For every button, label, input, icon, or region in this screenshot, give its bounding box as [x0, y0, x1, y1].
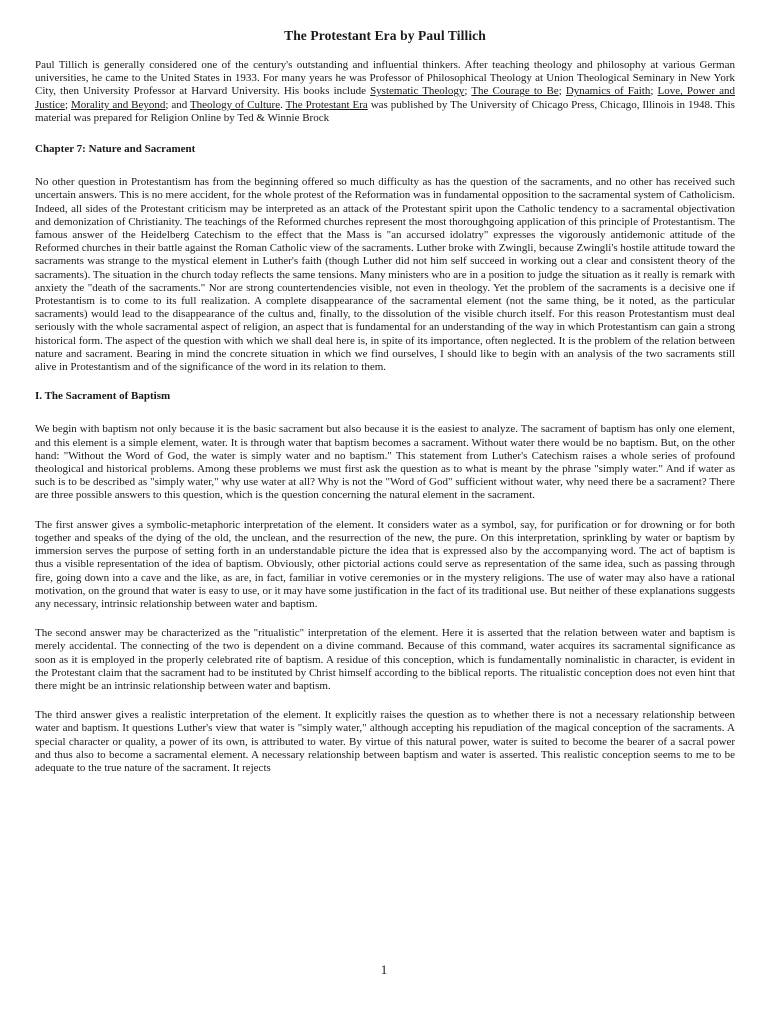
book-link-theology-of-culture: Theology of Culture [189, 98, 281, 111]
book-link-protestant-era: The Protestant Era [285, 98, 368, 111]
body-paragraph: The third answer gives a realistic interpretation of the element. It explicitly raises the question as to whether there is not a necessary relationship between water and baptism. It questions Luther's view that water is "simply water," although accepting his repudiation of the magical conception of the sacraments. A special character or quality, a power of its own, is attributed to water. By virtue of this natural power, water is suited to become the bearer of a sacral power and thus also to become a sacramental element. A necessary relationship between baptism and water is asserted. This realistic conception seems to me to be adequate to the true nature of the sacrament. It rejects [35, 709, 735, 774]
document-title: The Protestant Era by Paul Tillich [284, 28, 486, 43]
intro-text-end: was published by The University of Chicago Press, Chicago, Illinois in 1948. This material was prepared for Religion Online by Ted & Winnie Brock [35, 98, 735, 124]
chapter-heading: Chapter 7: Nature and Sacrament [35, 143, 196, 156]
book-link-systematic-theology: Systematic Theology [370, 85, 465, 98]
book-link-love-power-justice: Love, Power and Justice [35, 85, 735, 111]
book-link-courage-to-be: The Courage to Be [471, 85, 559, 98]
body-paragraph: The first answer gives a symbolic-metaphoric interpretation of the element. It considers water as a symbol, say, for purification or for drowning or for both together and speaks of the dying of the old, the unclean, and the resurrection of the new, the pure. On this interpretation, sprinkling by water or baptism by immersion serves the purpose of setting forth in an understandable picture the idea that is expressed also by the accompanying word. The act of baptism is thus a visible representation of the idea of baptism. Obviously, other pictorial actions could serve as representation of the same idea, such as passing through fire, going down into a cave and the like, as are, in fact, familiar in votive ceremonies or in the mystery religions. The use of water may also have a rational motivation, on the ground that water is easy to use, or it may have some justification in the fact of its traditional use. But neither of these explanations suggests any necessary, intrinsic relationship between water and baptism. [35, 518, 735, 610]
book-link-dynamics-of-faith: Dynamics of Faith [565, 85, 651, 98]
chapter-paragraph: No other question in Protestantism has from the beginning offered so much difficulty as has the question of the sacraments, and no other has received such uncertain answers. This is no mere accident, for the whole protest of the Reformation was in fundamental opposition to the sacramental system of Catholicism. Indeed, all sides of the Protestant criticism may be interpreted as an attack of the Protestant spirit upon the Catholic tendency to a sacramental objectivation and demonization of Christianity. The teachings of the Reformed churches represent the most thoroughgoing application of this principle of Protestantism. The famous answer of the Heidelberg Catechism to the effect that the Mass is "an accursed idolatry" expresses the vigorously antidemonic attitude of the Reformed churches in their battle against the Roman Catholic view of the sacraments. Luther broke with Zwingli, because Zwingli's hostile attitude toward the sacraments was strange to the mystical element in Luther's faith (though Luther did not him self succeed in working out a clear and consistent theory of the sacraments). The situation in the church today reflects the same tensions. Many ministers who are in a position to judge the situation as it really is remark with anxiety the "death of the sacraments." Nor are strong countertendencies visible, not even in theology. Yet the problem of the sacraments is a decisive one if Protestantism is to come to its full realization. A complete disappearance of the sacramental element (not the same thing, be it noted, as the particular sacraments) would lead to the disappearance of the cultus and, finally, to the dissolution of the visible church itself. For this reason Protestantism must deal seriously with the whole sacramental aspect of religion, an aspect that is fundamental for an understanding of the way in which Protestantism can gain a strong historical form. The aspect of the question with which we shall deal here is, in spite of its importance, often neglected. It is the problem of the relation between nature and sacrament. Bearing in mind the concrete situation in which we find ourselves, I should like to begin with an analysis of the two sacraments still alive in Protestantism and of the significance of the word in its relation to them. [35, 176, 735, 374]
intro-text: Paul Tillich is generally considered one of the century's outstanding and influential thinkers. After teaching theology and philosophy at various German universities, he came to the United States in 1933. For many years he was Professor of Philosophical Theology at Union Theological Seminary in New York City, then University Professor at Harvard University. His books include [35, 59, 735, 98]
book-link-morality-and-beyond: Morality and Beyond [70, 98, 166, 111]
intro-paragraph: Paul Tillich is generally considered one of the century's outstanding and influential thinkers. After teaching theology and philosophy at various German universities, he came to the United States in 1933. For many years he was Professor of Philosophical Theology at Union Theological Seminary in New York City, then University Professor at Harvard University. His books include Systematic Theology; The Courage to Be; Dynamics of Faith; Love, Power and Justice; Morality and Beyond; and Theology of Culture. The Protestant Era was published by The University of Chicago Press, Chicago, Illinois in 1948. This material was prepared for Religion Online by Ted & Winnie Brock [35, 59, 735, 124]
body-paragraph: The second answer may be characterized as the "ritualistic" interpretation of the element. Here it is asserted that the relation between water and baptism is merely accidental. The connecting of the two is dependent on a divine command. Because of this command, water acquires its sacramental significance as soon as it is employed in the properly celebrated rite of baptism. A residue of this conception, which is fundamentally nominalistic in character, is evident in the Protestant claim that the sacrament had to be instituted by Christ himself according to the biblical reports. The ritualistic conception does not even hint that there might be an intrinsic relationship between water and baptism. [35, 627, 735, 692]
section-heading: I. The Sacrament of Baptism [35, 390, 171, 403]
page-number: 1 [380, 962, 388, 977]
body-paragraph: We begin with baptism not only because it is the basic sacrament but also because it is the easiest to analyze. The sacrament of baptism has only one element, and this element is a simple element, water. It is through water that baptism becomes a sacrament. Without water there would be no baptism. But, on the other hand: "Without the Word of God, the water is simply water and no baptism." This statement from Luther's Catechism raises a whole series of profound theological and historical problems. Among these problems we must first ask the question as to what is meant by the phrase "simply water." And if water as such is to be described as "simply water," why use water at all? Why is not the "Word of God" sufficient without water, why need there be a sacrament? There are three possible answers to this question, which is the question concerning the natural element in the sacrament. [35, 423, 735, 502]
